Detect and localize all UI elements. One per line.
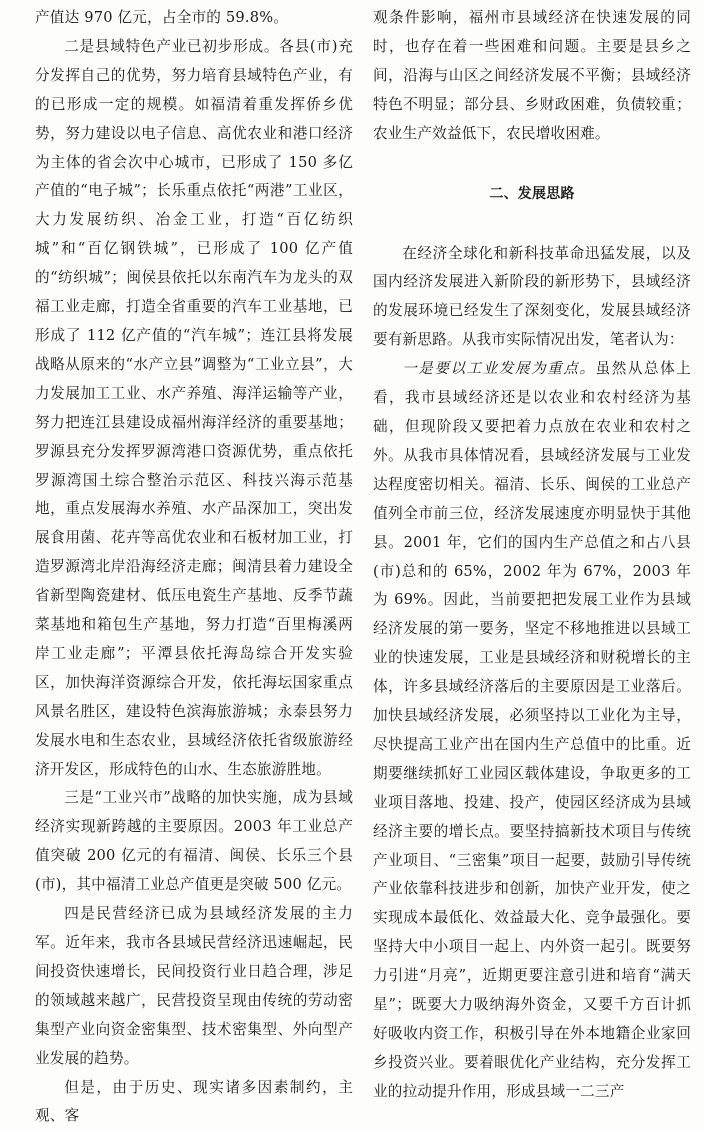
section-heading: 二、发展思路 bbox=[489, 185, 575, 202]
paragraph-private-economy: 四是民营经济已成为县域经济发展的主力军。近年来，我市各县域民营经济迅速崛起，民间投资快速增长，民间投资行业日趋合理，涉足的领域越来越广，民营投资呈现由传统的劳动密集型产业向资金密集型、技术密集型、外向型产业发展的趋势。 bbox=[35, 905, 353, 1067]
paragraph-however: 但是，由于历史、现实诸多因素制约，主观、客 bbox=[35, 1078, 353, 1125]
paragraph-industry-strategy: 三是“工业兴市”战略的加快实施，成为县域经济实现新跨越的主要原因。2003 年工业总产值突破 200 亿元的有福清、闽侯、长乐三个县(市)，其中福清工业总产值更是突破 500 亿元。 bbox=[35, 789, 353, 894]
paragraph-new-thinking: 在经济全球化和新科技革命迅猛发展，以及国内经济发展进入新阶段的新形势下，县域经济的发展环境已经发生了深刻变化，发展县域经济要有新思路。从我市实际情况出发，笔者认为： bbox=[373, 244, 691, 349]
paragraph-characteristic-industries: 二是县域特色产业已初步形成。各县(市)充分发挥自己的优势，努力培育县域特色产业，有的已形成一定的规模。如福清着重发挥侨乡优势，努力建设以电子信息、高优农业和港口经济为主体的省会次中心城市，已形成了 150 多亿产值的“电子城”；长乐重点依托“两港”工业区，大力发展纺织、冶金工业，打造“百亿纺织城”和“百亿钢铁城”，已形成了 100 亿产值的“纺织城”；闽侯县依托以东南汽车为龙头的双福工业走廊，打造全省重要的汽车工业基地，已形成了 112 亿产值的“汽车城”；连江县将发展战略从原来的“水产立县”调整为“工业立县”，大力发展加工工业、水产养殖、海洋运输等产业，努力把连江县建设成福州海洋经济的重要基地；罗源县充分发挥罗源湾港口资源优势，重点依托罗源湾国土综合整治示范区、科技兴海示范基地，重点发展海水养殖、水产品深加工，突出发展食用菌、花卉等高优农业和石板材加工业，打造罗源湾北岸沿海经济走廊；闽清县着力建设全省新型陶瓷建材、低压电瓷生产基地、反季节蔬菜基地和箱包生产基地，努力打造“百里梅溪两岸工业走廊”；平潭县依托海岛综合开发实验区，加快海洋资源综合开发，依托海坛国家重点风景名胜区，建设特色滨海旅游城；永泰县努力发展水电和生态农业，县域经济依托省级旅游经济开发区，形成特色的山水、生态旅游胜地。 bbox=[35, 37, 353, 778]
left-column bbox=[35, 4, 353, 1131]
lead-phrase: 一是要以工业发展为重点。 bbox=[402, 360, 596, 378]
paragraph-problems: 观条件影响，福州市县域经济在快速发展的同时，也存在着一些困难和问题。主要是县乡之间，沿海与山区之间经济发展不平衡；县域经济特色不明显；部分县、乡财政困难，负债较重；农业生产效益低下，农民增收困难。 bbox=[373, 9, 691, 142]
paragraph-output-value: 产值达 970 亿元，占全市的 59.8%。 bbox=[35, 9, 289, 26]
paragraph-industry-focus-body: 虽然从总体上看，我市县域经济还是以农业和农村经济为基础，但现阶段又要把着力点放在农业和农村之外。从我市具体情况看，县域经济发展与工业发达程度密切相关。福清、长乐、闽侯的工业总产值列全市前三位，经济发展速度亦明显快于其他县。2001 年，它们的国内生产总值之和占八县(市)总和的 65%，2002 年为 67%，2003 年为 69%。因此，当前要把把发展工业作为县域经济发展的第一要务，坚定不移地推进以县域工业的快速发展，工业是县域经济和财税增长的主体，许多县域经济落后的主要原因是工业落后。加快县域经济发展，必须坚持以工业化为主导，尽快提高工业产出在国内生产总值中的比重。近期要继续抓好工业园区载体建设，争取更多的工业项目落地、投建、投产，使园区经济成为县域经济主要的增长点。要坚持搞新技术项目与传统产业项目、“三密集”项目一起要，鼓励引导传统产业依靠科技进步和创新，加快产业开发，使之实现成本最低化、效益最大化、竞争最强化。要坚持大中小项目一起上、内外资一起引。既要努力引进“月亮”，近期更要注意引进和培育“满天星”；既要大力吸纳海外资金，又要千方百计抓好吸收内资工作，积极引导在外本地籍企业家回乡投资兴业。要着眼优化产业结构，充分发挥工业的拉动提升作用，形成县域一二三产 bbox=[373, 360, 691, 1100]
right-column bbox=[373, 4, 691, 1107]
paragraph-industry-focus bbox=[373, 355, 691, 1107]
